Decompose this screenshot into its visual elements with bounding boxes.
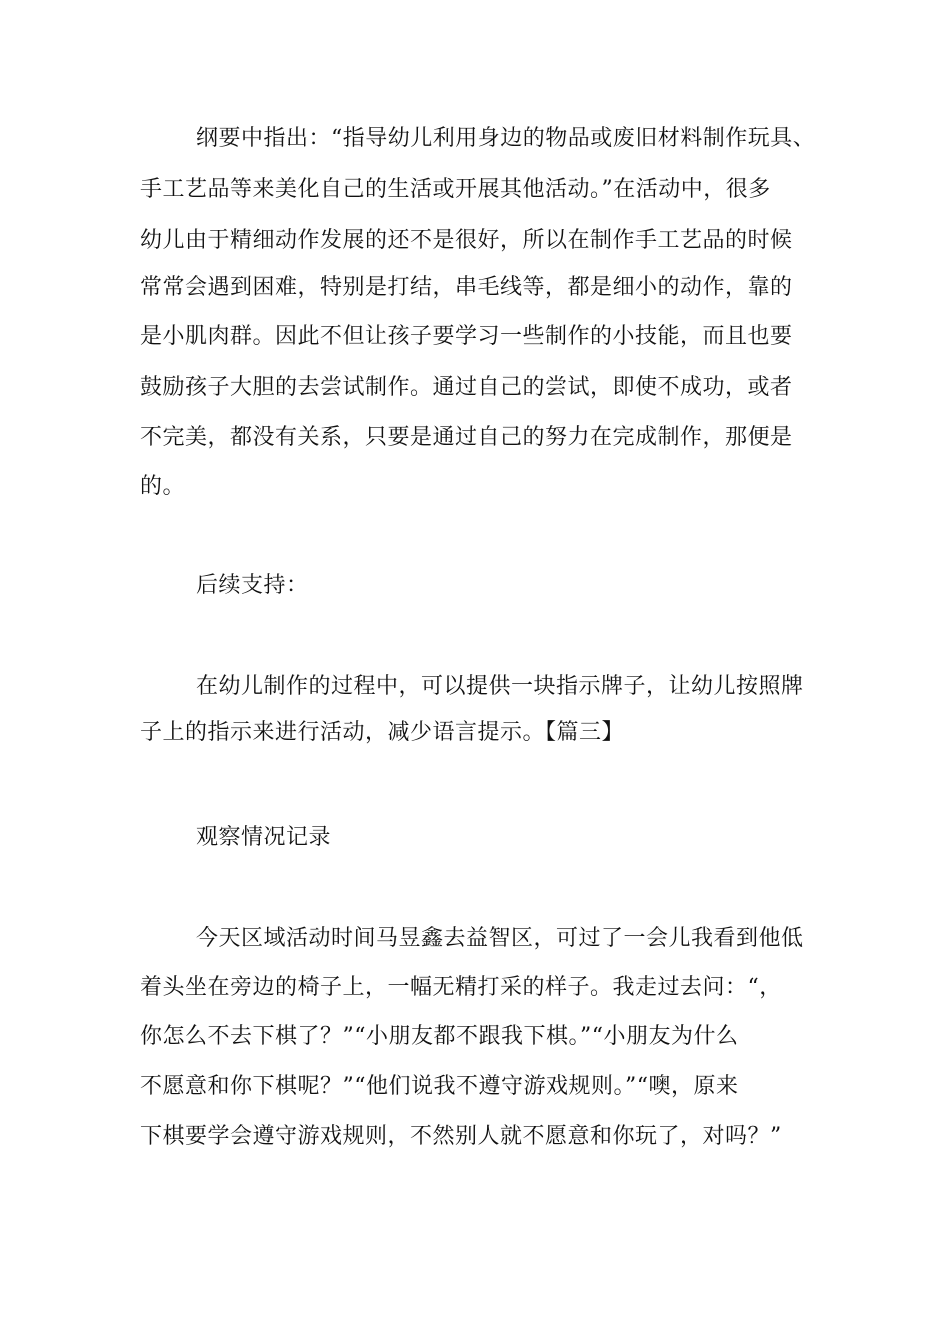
section-heading-observation: 观察情况记录 [196, 825, 332, 850]
paragraph-1-line-3: 幼儿由于精细动作发展的还不是很好，所以在制作手工艺品的时候 [140, 228, 793, 253]
paragraph-1-line-8: 的。 [140, 474, 186, 499]
paragraph-1-line-6: 鼓励孩子大胆的去尝试制作。通过自己的尝试，即使不成功，或者 [140, 375, 793, 400]
paragraph-3-line-2: 子上的指示来进行活动，减少语言提示。【篇三】 [140, 720, 625, 745]
paragraph-5-line-3: 你怎么不去下棋了？”“小朋友都不跟我下棋。”“小朋友为什么 [140, 1024, 739, 1049]
paragraph-1-line-5: 是小肌肉群。因此不但让孩子要学习一些制作的小技能，而且也要 [140, 324, 793, 349]
paragraph-1-line-1: 纲要中指出：“指导幼儿利用身边的物品或废旧材料制作玩具、 [196, 126, 816, 151]
paragraph-1-line-7: 不完美，都没有关系，只要是通过自己的努力在完成制作，那便是 [140, 425, 793, 450]
section-heading-followup: 后续支持： [196, 573, 309, 598]
paragraph-1-line-4: 常常会遇到困难，特别是打结，串毛线等，都是细小的动作，靠的 [140, 275, 793, 300]
paragraph-5-line-2: 着头坐在旁边的椅子上，一幅无精打采的样子。我走过去问：“， [140, 975, 782, 1000]
paragraph-5-line-5: 下棋要学会遵守游戏规则，不然别人就不愿意和你玩了，对吗？” [140, 1124, 782, 1149]
paragraph-1-line-2: 手工艺品等来美化自己的生活或开展其他活动。”在活动中，很多 [140, 177, 771, 202]
paragraph-5-line-4: 不愿意和你下棋呢？”“他们说我不遵守游戏规则。”“噢，原来 [140, 1074, 739, 1099]
paragraph-5-line-1: 今天区域活动时间马昱鑫去益智区，可过了一会儿我看到他低 [196, 926, 804, 951]
paragraph-3-line-1: 在幼儿制作的过程中，可以提供一块指示牌子，让幼儿按照牌 [196, 674, 804, 699]
